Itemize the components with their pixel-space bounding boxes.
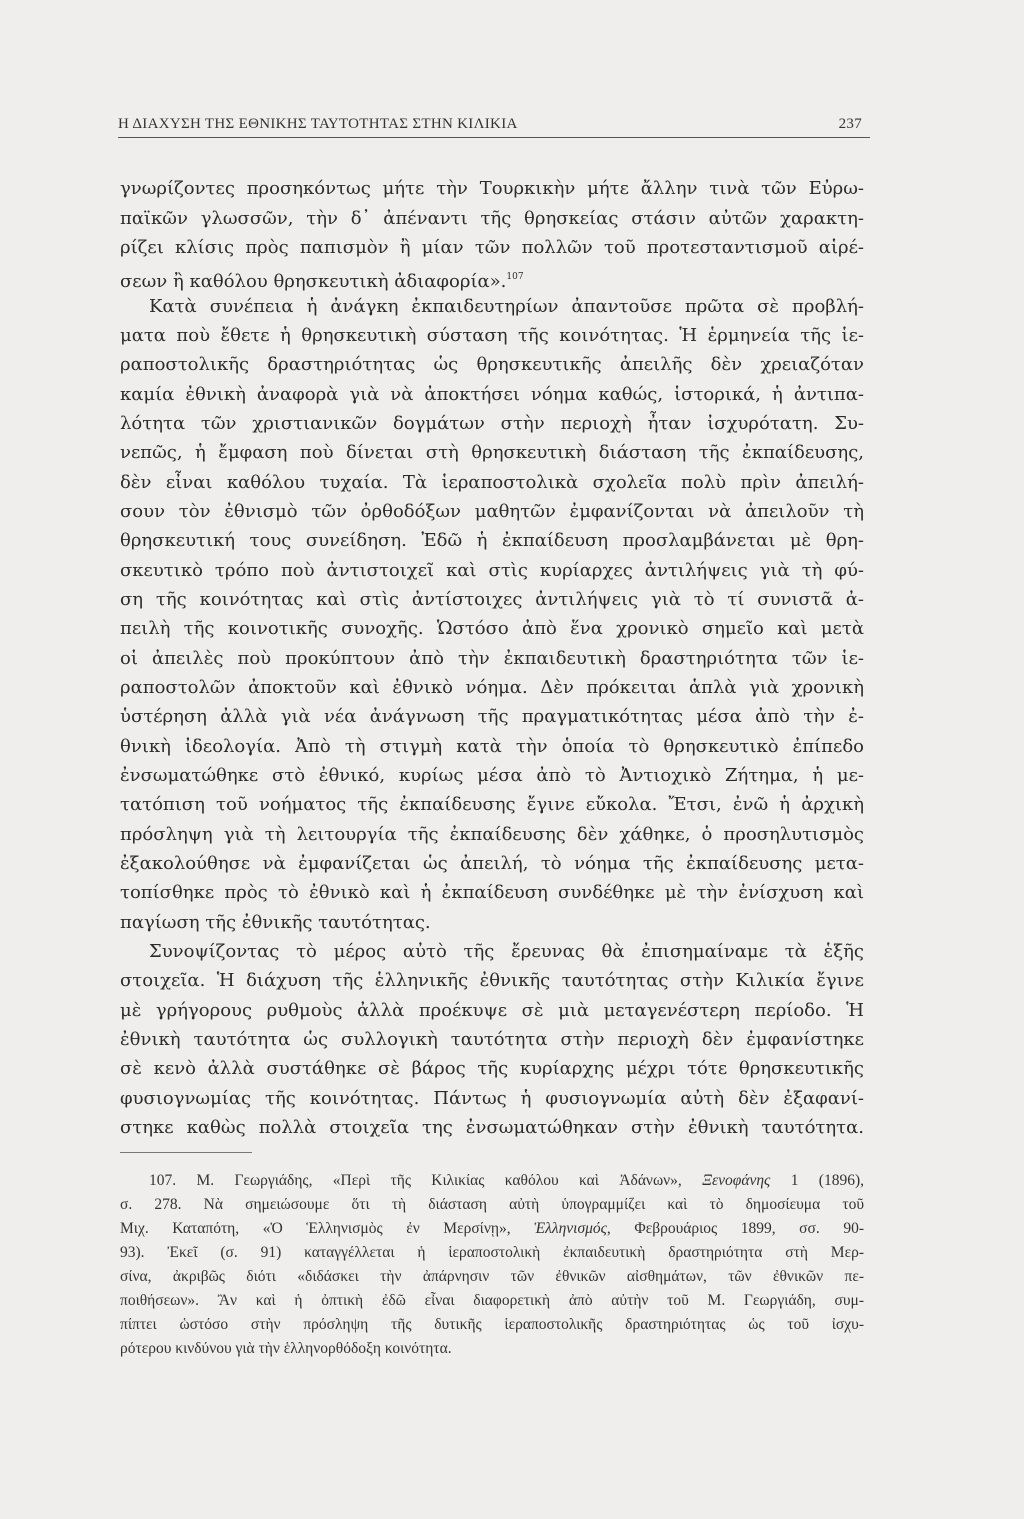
text-line: ἐθνικὴ ταυτότητα ὡς συλλογικὴ ταυτότητα στὴν περιοχὴ δὲν ἐμφανίστηκε <box>120 1029 864 1050</box>
text-line: τατόπιση τοῦ νοήματος τῆς ἐκπαίδευσης ἔγινε εὔκολα. Ἔτσι, ἐνῶ ἡ ἀρχικὴ <box>120 794 864 815</box>
text-line: φυσιογνωμίας τῆς κοινότητας. Πάντως ἡ φυσιογνωμία αὐτὴ δὲν ἐξαφανί- <box>120 1088 864 1109</box>
text-line: λότητα τῶν χριστιανικῶν δογμάτων στὴν περιοχὴ ἦταν ἰσχυρότατη. Συ- <box>120 413 864 434</box>
page-number: 237 <box>838 116 862 132</box>
text-line: σκευτικὸ τρόπο ποὺ ἀντιστοιχεῖ καὶ στὶς κυρίαρχες ἀντιλήψεις γιὰ τὴ φύ- <box>120 560 864 581</box>
footnote-line: πίπτει ὡστόσο στὴν πρόσληψη τῆς δυτικῆς ἱεραποστολικῆς δραστηριότητας ὡς τοῦ ἰσχυ- <box>120 1316 864 1333</box>
text-line-content: σεων ἢ καθόλου θρησκευτικὴ ἀδιαφορία». <box>120 271 507 292</box>
text-line: στοιχεῖα. Ἡ διάχυση τῆς ἑλληνικῆς ἐθνικῆς ταυτότητας στὴν Κιλικία ἔγινε <box>120 970 864 991</box>
text-line: θνικὴ ἰδεολογία. Ἀπὸ τὴ στιγμὴ κατὰ τὴν ὁποία τὸ θρησκευτικὸ ἐπίπεδο <box>120 736 864 757</box>
text-line: ἐξακολούθησε νὰ ἐμφανίζεται ὡς ἀπειλή, τὸ νόημα τῆς ἐκπαίδευσης μετα- <box>120 853 864 874</box>
text-line <box>120 266 864 293</box>
text-line: παϊκῶν γλωσσῶν, τὴν δ᾽ ἀπέναντι τῆς θρησκείας στάσιν αὐτῶν χαρακτη- <box>120 208 864 229</box>
footnote-line: σίνα, ἀκριβῶς διότι «διδάσκει τὴν ἀπάρνησιν τῶν ἐθνικῶν αἰσθημάτων, τῶν ἐθνικῶν πε- <box>120 1268 864 1285</box>
running-head <box>118 116 870 133</box>
footnote-line <box>120 1220 864 1238</box>
text-line: πειλὴ τῆς κοινοτικῆς συνοχῆς. Ὡστόσο ἀπὸ ἕνα χρονικὸ σημεῖο καὶ μετὰ <box>120 618 864 639</box>
text-line: σὲ κενὸ ἀλλὰ συστάθηκε σὲ βάρος τῆς κυρίαρχης μέχρι τότε θρησκευτικῆς <box>120 1058 864 1079</box>
footnote-line: ρότερου κινδύνου γιὰ τὴν ἑλληνορθόδοξη κοινότητα. <box>120 1340 452 1357</box>
footnote-line: ποιθήσεων». Ἂν καὶ ἡ ὀπτικὴ ἐδῶ εἶναι διαφορετικὴ ἀπὸ αὐτὴν τοῦ Μ. Γεωργιάδη, συμ- <box>120 1292 864 1309</box>
footnote-line: 93). Ἐκεῖ (σ. 91) καταγγέλλεται ἡ ἱεραποστολικὴ ἐκπαιδευτικὴ δραστηριότητα στὴ Μερ- <box>120 1244 864 1261</box>
text-line: νεπῶς, ἡ ἔμφαση ποὺ δίνεται στὴ θρησκευτικὴ διάσταση τῆς ἐκπαίδευσης, <box>120 442 864 463</box>
text-line: ματα ποὺ ἔθετε ἡ θρησκευτικὴ σύσταση τῆς κοινότητας. Ἡ ἑρμηνεία τῆς ἱε- <box>120 325 864 346</box>
header-rule <box>118 137 870 138</box>
text-line: οἱ ἀπειλὲς ποὺ προκύπτουν ἀπὸ τὴν ἐκπαιδευτικὴ δραστηριότητα τῶν ἱε- <box>120 648 864 669</box>
text-line: θρησκευτική τους συνείδηση. Ἐδῶ ἡ ἐκπαίδευση προσλαμβάνεται μὲ θρη- <box>120 530 864 551</box>
text-line: τοπίσθηκε πρὸς τὸ ἐθνικὸ καὶ ἡ ἐκπαίδευση συνδέθηκε μὲ τὴν ἐνίσχυση καὶ <box>120 882 864 903</box>
footnote-marker: 107 <box>506 272 524 282</box>
text-line: παγίωση τῆς ἐθνικῆς ταυτότητας. <box>120 912 431 933</box>
text-line: πρόσληψη γιὰ τὴ λειτουργία τῆς ἐκπαίδευσης δὲν χάθηκε, ὁ προσηλυτισμὸς <box>120 824 864 845</box>
text-line: ση τῆς κοινότητας καὶ στὶς ἀντίστοιχες ἀντιλήψεις γιὰ τὸ τί συνιστᾶ ἀ- <box>120 589 864 610</box>
paragraph-start: Συνοψίζοντας τὸ μέρος αὐτὸ τῆς ἔρευνας θὰ ἐπισημαίναμε τὰ ἑξῆς <box>149 941 864 962</box>
paragraph-start: Κατὰ συνέπεια ἡ ἀνάγκη ἐκπαιδευτηρίων ἀπαντοῦσε πρῶτα σὲ προβλή- <box>149 296 864 317</box>
footnote-text: 107. Μ. Γεωργιάδης, «Περὶ τῆς Κιλικίας καθόλου καὶ Ἀδάνων», <box>149 1172 703 1189</box>
footnote-text: Μιχ. Καταπότη, «Ὁ Ἑλληνισμὸς ἐν Μερσίνῃ», <box>120 1220 535 1237</box>
text-line: γνωρίζοντες προσηκόντως μήτε τὴν Τουρκικὴν μήτε ἄλλην τινὰ τῶν Εὐρω- <box>120 178 864 199</box>
text-line: ἐνσωματώθηκε στὸ ἐθνικό, κυρίως μέσα ἀπὸ τὸ Ἀντιοχικὸ Ζήτημα, ἡ με- <box>120 765 864 786</box>
footnote-text: 1 (1896), <box>770 1172 864 1189</box>
text-line: ρίζει κλίσις πρὸς παπισμὸν ἢ μίαν τῶν πολλῶν τοῦ προτεσταντισμοῦ αἱρέ- <box>120 237 864 258</box>
text-line: στηκε καθὼς πολλὰ στοιχεῖα της ἐνσωματώθηκαν στὴν ἐθνικὴ ταυτότητα. <box>120 1117 864 1138</box>
text-line: ραποστολῶν ἀποκτοῦν καὶ ἐθνικὸ νόημα. Δὲν πρόκειται ἁπλὰ γιὰ χρονικὴ <box>120 677 864 698</box>
text-line: καμία ἐθνικὴ ἀναφορὰ γιὰ νὰ ἀποκτήσει νόημα καθώς, ἱστορικά, ἡ ἀντιπα- <box>120 384 864 405</box>
footnote-text: , Φεβρουάριος 1899, σσ. 90- <box>606 1220 865 1237</box>
text-line: μὲ γρήγορους ρυθμοὺς ἀλλὰ προέκυψε σὲ μιὰ μεταγενέστερη περίοδο. Ἡ <box>120 1000 864 1021</box>
text-line: σουν τὸν ἐθνισμὸ τῶν ὀρθοδόξων μαθητῶν ἐμφανίζονται νὰ ἀπειλοῦν τὴ <box>120 501 864 522</box>
footnote-line <box>149 1172 864 1190</box>
footnote-line: σ. 278. Νὰ σημειώσουμε ὅτι τὴ διάσταση αὐτὴ ὑπογραμμίζει καὶ τὸ δημοσίευμα τοῦ <box>120 1196 864 1213</box>
text-line: ραποστολικῆς δραστηριότητας ὡς θρησκευτικῆς ἀπειλῆς δὲν χρειαζόταν <box>120 354 864 375</box>
footnote-rule <box>120 1152 252 1153</box>
text-line: ὑστέρηση ἀλλὰ γιὰ νέα ἀνάγνωση τῆς πραγματικότητας μέσα ἀπὸ τὴν ἐ- <box>120 706 864 727</box>
journal-title: Ξενοφάνης <box>702 1172 771 1189</box>
running-title: Η ΔΙΑΧΥΣΗ ΤΗΣ ΕΘΝΙΚΗΣ ΤΑΥΤΟΤΗΤΑΣ ΣΤΗΝ ΚΙΛΙΚΙΑ <box>118 116 518 132</box>
journal-title: Ἑλληνισμός <box>534 1220 607 1237</box>
text-line: δὲν εἶναι καθόλου τυχαία. Τὰ ἱεραποστολικὰ σχολεῖα πολὺ πρὶν ἀπειλή- <box>120 472 864 493</box>
